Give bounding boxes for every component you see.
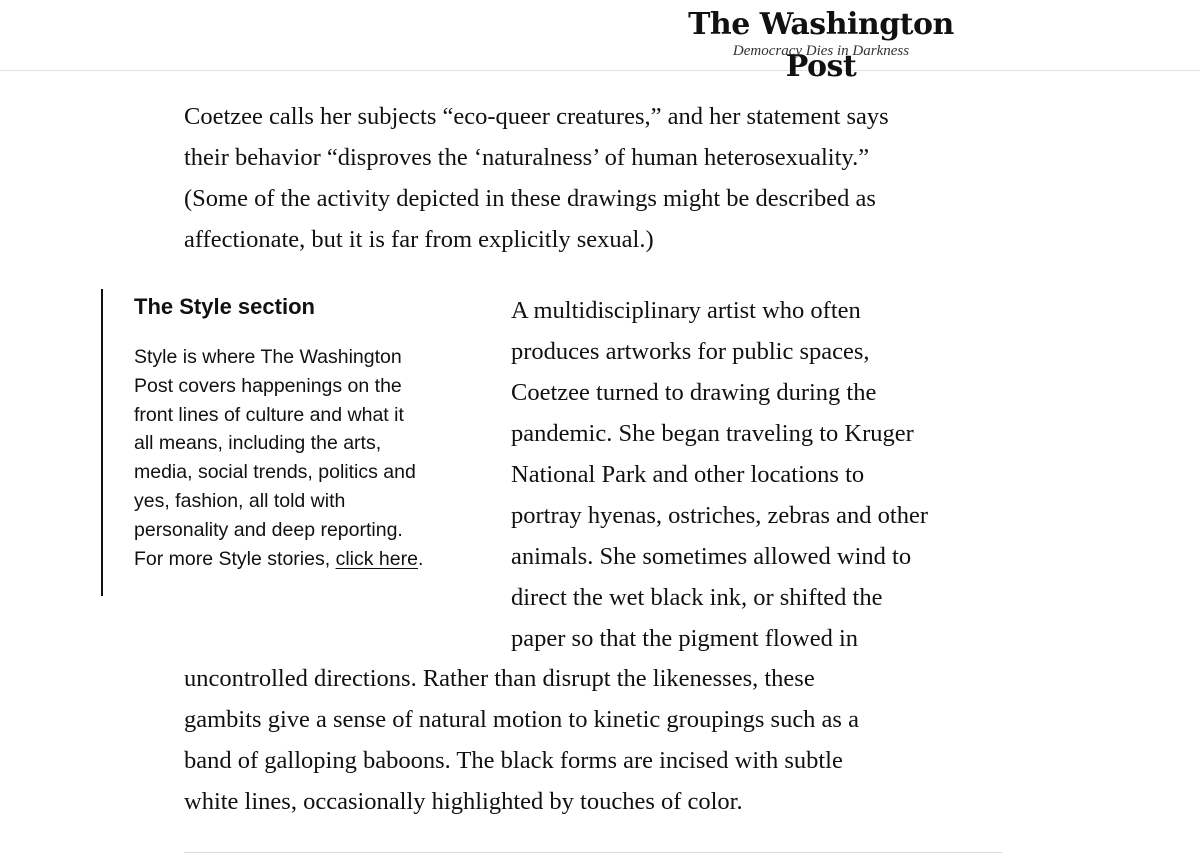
paragraph-line: (Some of the activity depicted in these drawings might be described as — [184, 185, 876, 212]
style-stories-link[interactable]: click here — [335, 547, 418, 570]
paragraph-line: paper so that the pigment flowed in — [511, 625, 858, 652]
sidebar-heading: The Style section — [134, 294, 315, 319]
sidebar-line: media, social trends, politics and — [134, 461, 416, 484]
section-divider — [184, 852, 1002, 853]
paragraph-line: Coetzee calls her subjects “eco-queer creatures,” and her statement says — [184, 103, 889, 130]
sidebar-line: front lines of culture and what it — [134, 403, 404, 426]
paragraph-line: white lines, occasionally highlighted by touches of color. — [184, 788, 743, 815]
sidebar-last-line — [134, 545, 479, 574]
paragraph-line: A multidisciplinary artist who often — [511, 297, 861, 324]
paragraph-line: uncontrolled directions. Rather than disrupt the likenesses, these — [184, 665, 815, 692]
paragraph-line: produces artworks for public spaces, — [511, 338, 870, 365]
masthead — [0, 0, 1200, 84]
sidebar-line-suffix: . — [417, 547, 424, 570]
sidebar-line: yes, fashion, all told with — [134, 489, 346, 512]
sidebar-line: personality and deep reporting. — [134, 518, 403, 541]
style-section-sidebar — [101, 289, 483, 596]
sidebar-line: Style is where The Washington — [134, 346, 402, 368]
paragraph-line: portray hyenas, ostriches, zebras and other — [511, 502, 929, 529]
sidebar-body — [134, 343, 479, 573]
paragraph-line: Coetzee turned to drawing during the — [511, 379, 877, 406]
paragraph-line: their behavior “disproves the ‘naturalness’ of human heterosexuality.” — [184, 144, 870, 171]
sidebar-line: all means, including the arts, — [134, 432, 382, 455]
article-paragraph-continued — [184, 658, 1004, 822]
paragraph-line: animals. She sometimes allowed wind to — [511, 543, 912, 570]
sidebar-line-prefix: For more Style stories, — [134, 547, 336, 570]
washington-post-logo[interactable]: The Washington Post — [688, 7, 954, 84]
article-paragraph-wrapped — [511, 290, 1011, 659]
paragraph-line: National Park and other locations to — [511, 461, 865, 488]
article-paragraph — [184, 96, 1004, 260]
sidebar-line: Post covers happenings on the — [134, 374, 402, 397]
paragraph-line: pandemic. She began traveling to Kruger — [511, 420, 914, 447]
paragraph-line: affectionate, but it is far from explicitly sexual.) — [184, 226, 654, 253]
paragraph-line: direct the wet black ink, or shifted the — [511, 584, 883, 611]
paragraph-line: band of galloping baboons. The black forms are incised with subtle — [184, 747, 843, 774]
masthead-tagline: Democracy Dies in Darkness — [732, 43, 910, 59]
paragraph-line: gambits give a sense of natural motion to kinetic groupings such as a — [184, 706, 859, 733]
